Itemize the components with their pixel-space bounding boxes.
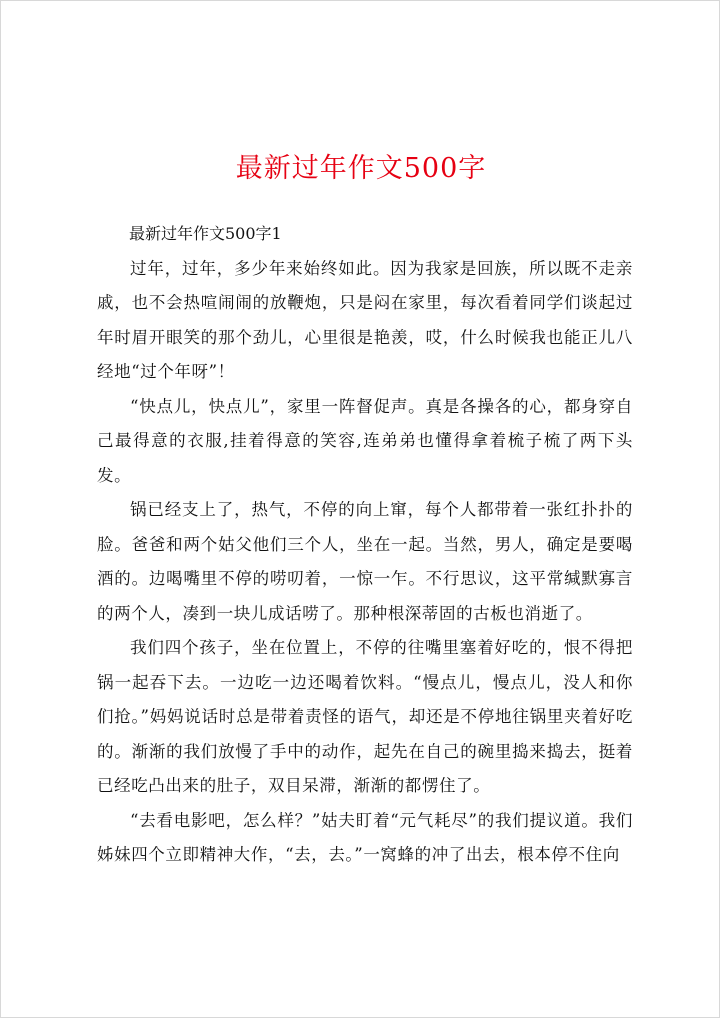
paragraph-2: “快点儿，快点儿”，家里一阵督促声。真是各操各的心，都身穿自己最得意的衣服,挂着得意的笑容,连弟弟也懂得拿着梳子梳了两下头发。 (97, 396, 633, 485)
document-title: 最新过年作文500字 (235, 153, 487, 184)
paragraph-4: 我们四个孩子，坐在位置上，不停的往嘴里塞着好吃的，恨不得把锅一起吞下去。一边吃一边还喝着饮料。“慢点儿，慢点儿，没人和你们抢。”妈妈说话时总是带着责怪的语气，却还是不停地往锅里夹着好吃的。渐渐的我们放慢了手中的动作，起先在自己的碗里捣来捣去，挺着已经吃凸出来的肚子，双目呆滞，渐渐的都愣住了。 (97, 638, 633, 795)
paragraph-5: “去看电影吧，怎么样？”姑夫盯着“元气耗尽”的我们提议道。我们姊妹四个立即精神大作，“去，去。”一窝蜂的冲了出去，根本停不住向 (97, 810, 633, 864)
section-subtitle: 最新过年作文500字1 (129, 224, 282, 243)
document-body (97, 217, 633, 873)
paragraph-1: 过年，过年，多少年来始终如此。因为我家是回族，所以既不走亲戚，也不会热喧闹闹的放鞭炮，只是闷在家里，每次看着同学们谈起过年时眉开眼笑的那个劲儿，心里很是艳羡，哎，什么时候我也能正儿八经地“过个年呀”！ (97, 258, 633, 381)
paragraph-3: 锅已经支上了，热气，不停的向上窜，每个人都带着一张红扑扑的脸。爸爸和两个姑父他们三个人，坐在一起。当然，男人，确定是要喝酒的。边喝嘴里不停的唠叨着，一惊一乍。不行思议，这平常缄默寡言的两个人，凑到一块儿成话唠了。那种根深蒂固的古板也消逝了。 (97, 500, 633, 623)
